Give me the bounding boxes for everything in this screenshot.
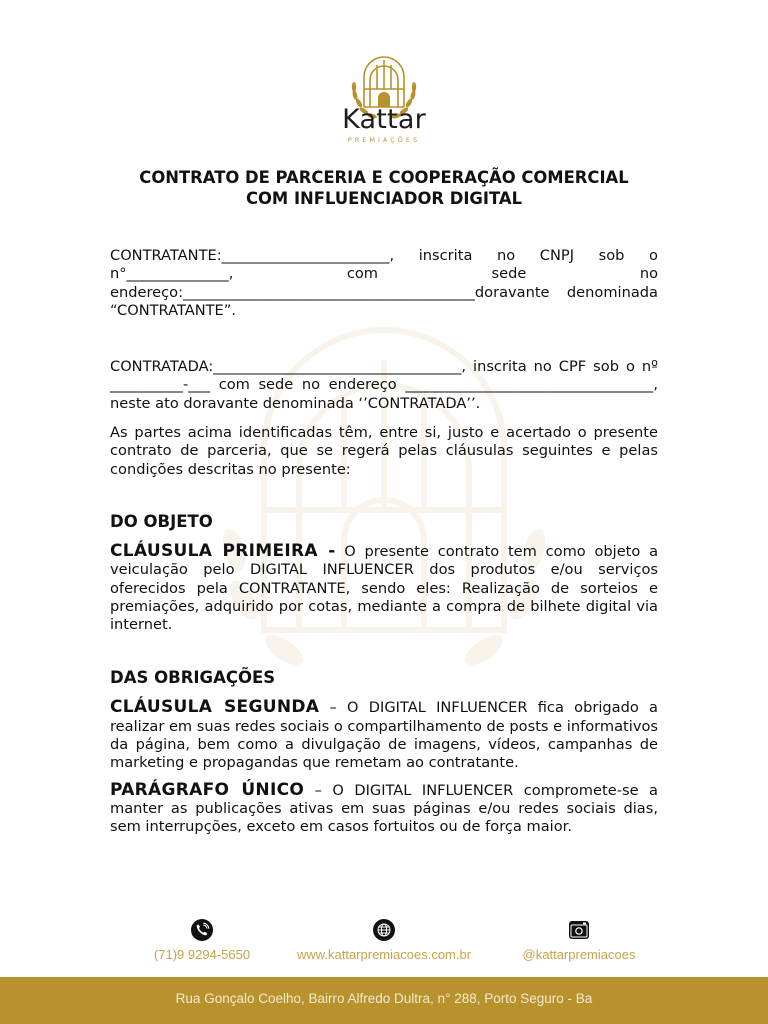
instagram-handle[interactable]: @kattarpremiacoes <box>522 947 636 962</box>
clause-text: – O DIGITAL INFLUENCER compromete-se a manter as publicações ativas em suas páginas e/ou redes sociais dias, sem interrupções, exceto em casos fortuitos ou de força maior. <box>110 781 658 836</box>
brand-name: Kattar <box>342 104 426 135</box>
clause-primeira <box>110 542 658 634</box>
website-link[interactable]: www.kattarpremiacoes.com.br <box>296 947 472 962</box>
footer-address: Rua Gonçalo Coelho, Bairro Alfredo Dultra, n° 288, Porto Seguro - Ba <box>175 991 593 1006</box>
intro-paragraph: As partes acima identificadas têm, entre si, justo e acertado o presente contrato de parceria, que se regerá pelas cláusulas seguintes e pelas condições descritas no presente: <box>110 424 658 478</box>
contact-website <box>283 918 485 962</box>
contratante-paragraph: CONTRATANTE:_______________________, inscrita no CNPJ sob o n°______________, com sede no endereço:________________________________________doravante denominada “CONTRATANTE”. <box>110 247 658 319</box>
clause-segunda <box>110 698 658 772</box>
contratada-paragraph: CONTRATADA:__________________________________, inscrita no CPF sob o nº __________-___ com sede no endereço __________________________________, neste ato doravante denominada ‘’CONTRATADA’’. <box>110 358 658 412</box>
clause-label: CLÁUSULA PRIMEIRA - <box>110 540 336 561</box>
document-body <box>110 247 658 837</box>
title-line-1: CONTRATO DE PARCERIA E COOPERAÇÃO COMERCIAL <box>139 168 629 187</box>
document-title <box>100 167 668 209</box>
footer-bar <box>0 977 768 1024</box>
contact-instagram <box>512 918 646 962</box>
brand-subtitle: PREMIAÇÕES <box>347 136 421 144</box>
clause-text: – O DIGITAL INFLUENCER fica obrigado a realizar em suas redes sociais o compartilhamento de posts e informativos da página, bem como a divulgação de imagens, vídeos, campanhas de marketing e propagandas que remetam ao contratante. <box>110 699 658 772</box>
paragrafo-unico <box>110 781 658 837</box>
clause-label: PARÁGRAFO ÚNICO <box>110 779 305 800</box>
section-heading-objeto: DO OBJETO <box>110 511 213 531</box>
clause-text: O presente contrato tem como objeto a veiculação pelo DIGITAL INFLUENCER dos produtos e/ou serviços oferecidos pela CONTRATANTE, sendo eles: Realização de sorteios e premiações, adquirido por cotas, mediante a compra de bilhete digital via internet. <box>110 542 659 634</box>
contacts-row <box>0 918 768 968</box>
instagram-icon <box>567 918 591 942</box>
title-line-2: COM INFLUENCIADOR DIGITAL <box>245 189 523 208</box>
section-heading-obrigacoes: DAS OBRIGAÇÕES <box>110 668 276 688</box>
phone-icon <box>190 918 214 942</box>
contact-phone <box>150 918 254 962</box>
globe-icon <box>372 918 396 942</box>
phone-number[interactable]: (71)9 9294-5650 <box>153 947 251 962</box>
clause-label: CLÁUSULA SEGUNDA <box>110 697 320 718</box>
